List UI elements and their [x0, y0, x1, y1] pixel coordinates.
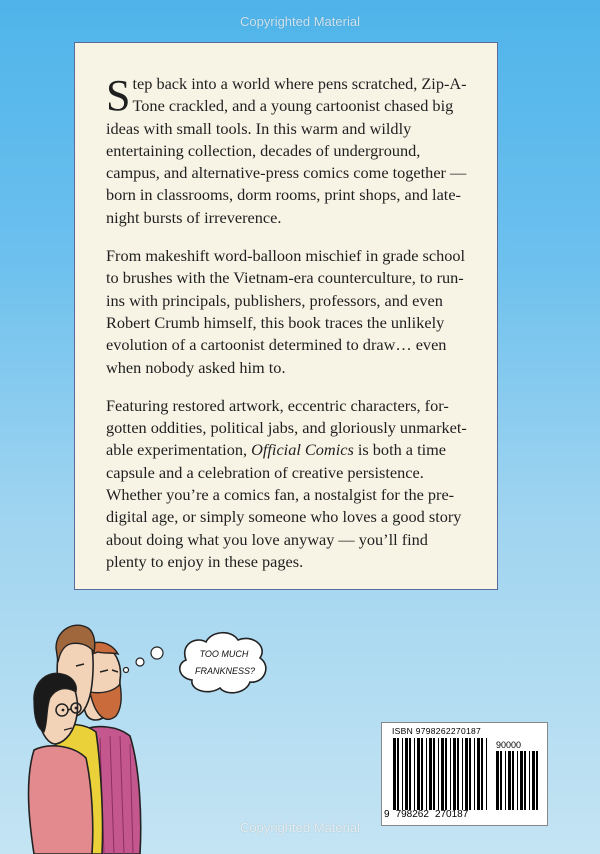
barcode-bar [414, 738, 415, 810]
barcode-bar [474, 738, 475, 810]
barcode-bar [517, 751, 518, 810]
blurb-panel [74, 42, 498, 590]
isbn-first-digit: 9 [384, 809, 390, 820]
barcode-bar [529, 751, 530, 810]
barcode-bar [465, 738, 468, 810]
barcode-bar [481, 738, 483, 810]
blurb-paragraph-1-text: tep back into a world where pens scratched, Zip-A-Tone crackled, and a young cartoonist chased big ideas with small tools. In this warm and wildly entertaining collection, decades of underground, campus, and alternative-press comics come together — born in classrooms, dorm rooms, print shops, and late-night bursts of irreverence. [106, 74, 467, 227]
barcode-bar [532, 751, 535, 810]
barcode-bar [524, 751, 526, 810]
barcode-bar [457, 738, 459, 810]
blurb-paragraph-3-lead: Featuring restored artwork, eccentric characters, for-gotten oddities, political jabs, and gloriously unmarket-able experimentation, [106, 395, 467, 460]
price-addon-barcode [496, 751, 540, 810]
barcode-bar [508, 751, 511, 810]
barcode-bar [496, 751, 499, 810]
isbn-digit-group-2: 270187 [434, 809, 469, 820]
barcode-bar [445, 738, 447, 810]
barcode-bar [505, 751, 506, 810]
book-title: Official Comics [251, 440, 354, 460]
blurb-paragraph-3-end: is both a time capsule and a celebration of creative persistence. Whether you’re a comics fan, a nostalgist for the pre-digital age, or simply someone who loves a good story about doing what you love anyway — you’ll find plenty to enjoy in these pages. [106, 440, 462, 571]
barcode-bar [469, 738, 471, 810]
isbn-barcode-box [381, 722, 548, 826]
ean13-barcode [393, 738, 489, 810]
barcode-bar [393, 738, 396, 810]
thought-bubble [124, 633, 266, 693]
barcode-bar [520, 751, 523, 810]
barcode-bar [441, 738, 444, 810]
barcode-bar [453, 738, 456, 810]
barcode-bar [402, 738, 403, 810]
barcode-bar [438, 738, 439, 810]
barcode-bar [417, 738, 420, 810]
price-code: 90000 [496, 740, 522, 750]
blurb-paragraph-3 [106, 395, 471, 573]
bubble-text-line-2: FRANKNESS? [194, 666, 256, 676]
barcode-bar [429, 738, 432, 810]
barcode-bar [421, 738, 423, 810]
barcode-bar [512, 751, 514, 810]
drop-cap: S [106, 71, 131, 120]
barcode-bar [450, 738, 451, 810]
barcode-bar [433, 738, 435, 810]
barcode-bar [536, 751, 538, 810]
blurb-paragraph-2: From makeshift word-balloon mischief in grade school to brushes with the Vietnam-era counterculture, to run-ins with principals, publishers, professors, and even Robert Crumb himself, this book traces the unlikely evolution of a cartoonist determined to draw… even when nobody asked him to. [106, 246, 466, 377]
cartoon-illustration [0, 618, 300, 854]
isbn-digit-group-1: 798262 [395, 809, 429, 820]
isbn-label: ISBN 9798262270187 [392, 726, 482, 736]
watermark-top: Copyrighted Material [240, 14, 360, 29]
barcode-bar [405, 738, 408, 810]
barcode-bar [486, 738, 487, 810]
barcode-bar [409, 738, 411, 810]
barcode-bar [477, 738, 480, 810]
barcode-bar [462, 738, 463, 810]
barcode-bar [426, 738, 427, 810]
barcode-bar [500, 751, 502, 810]
barcode-bar [397, 738, 399, 810]
bubble-text-line-1: TOO MUCH [199, 649, 249, 659]
blurb-text [106, 73, 471, 589]
isbn-digits [384, 809, 474, 820]
watermark-bottom: Copyrighted Material [240, 820, 360, 835]
blurb-paragraph-1 [106, 73, 471, 229]
